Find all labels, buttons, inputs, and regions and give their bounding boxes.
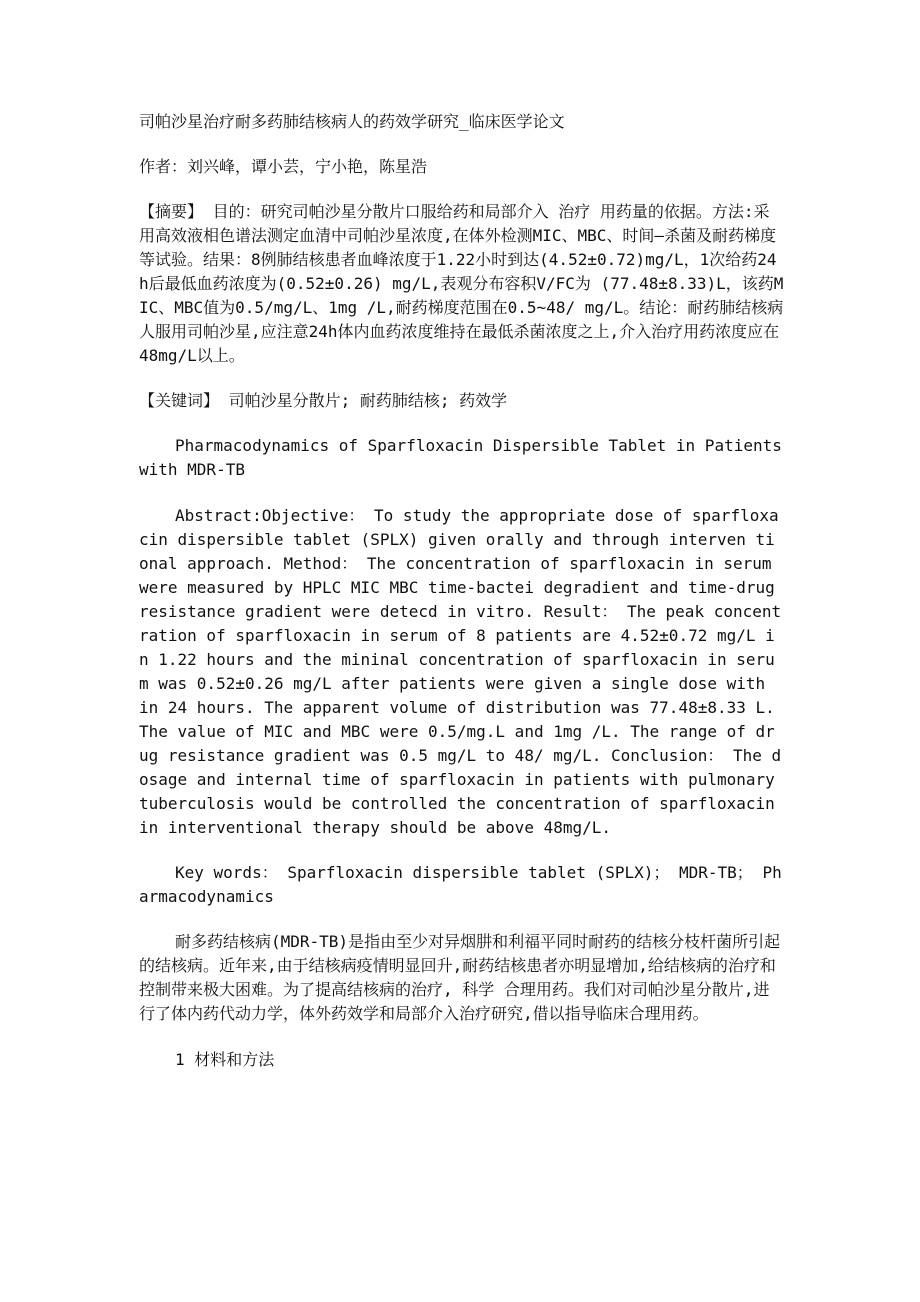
english-abstract: Abstract:Objective： To study the appropriate dose of sparfloxacin dispersible tablet (SPLX) given orally and through interven tional approach. Method： The concentration of sparfloxacin in serum were measured by HPLC MIC MBC time-bactei degradient and time-drug resistance gradient were detecd in vitro. Result： The peak concentration of sparfloxacin in serum of 8 patients are 4.52±0.72 mg/L in 1.22 hours and the mininal concentration of sparfloxacin in serum was 0.52±0.26 mg/L after patients were given a single dose with in 24 hours. The apparent volume of distribution was 77.48±8.33 L. The value of MIC and MBC were 0.5/mg.L and 1mg /L. The range of drug resistance gradient was 0.5 mg/L to 48/ mg/L. Conclusion： The dosage and internal time of sparfloxacin in patients with pulmonary tuberculosis would be controlled the concentration of sparfloxacin in interventional therapy should be above 48mg/L. bbox=[139, 506, 782, 837]
keywords-text: 司帕沙星分散片; 耐药肺结核; 药效学 bbox=[219, 391, 508, 410]
english-title: Pharmacodynamics of Sparfloxacin Dispersible Tablet in Patients with MDR-TB bbox=[139, 436, 782, 479]
keywords-paragraph bbox=[139, 389, 784, 413]
abstract-label: 【摘要】 bbox=[139, 202, 204, 221]
section-heading-materials-methods: 1 材料和方法 bbox=[175, 1050, 275, 1069]
abstract-text: 目的：研究司帕沙星分散片口服给药和局部介入 治疗 用药量的依据。方法:采用高效液相色谱法测定血清中司帕沙星浓度,在体外检测MIC、MBC、时间—杀菌及耐药梯度等试验。结果：8例肺结核患者血峰浓度于1.22小时到达(4.52±0.72)mg/L，1次给药24h后最低血药浓度为(0.52±0.26) mg/L,表观分布容积V/FC为 (77.48±8.33)L，该药MIC、MBC值为0.5/mg/L、1mg /L,耐药梯度范围在0.5~48/ mg/L。结论：耐药肺结核病人服用司帕沙星,应注意24h体内血药浓度维持在最低杀菌浓度之上,介入治疗用药浓度应在48mg/L以上。 bbox=[139, 202, 784, 365]
keywords-label: 【关键词】 bbox=[139, 391, 220, 410]
paper-title: 司帕沙星治疗耐多药肺结核病人的药效学研究_临床医学论文 bbox=[139, 112, 565, 131]
introduction-paragraph: 耐多药结核病(MDR-TB)是指由至少对异烟肼和利福平同时耐药的结核分枝杆菌所引起的结核病。近年来,由于结核病疫情明显回升,耐药结核患者亦明显增加,给结核病的治疗和控制带来极大困难。为了提高结核病的治疗, 科学 合理用药。我们对司帕沙星分散片,进行了体内药代动力学，体外药效学和局部介入治疗研究,借以指导临床合理用药。 bbox=[139, 932, 781, 1023]
english-keywords: Key words： Sparfloxacin dispersible tablet (SPLX)； MDR-TB； Pharmacodynamics bbox=[139, 863, 782, 906]
document-page bbox=[139, 102, 784, 1072]
author-line: 作者：刘兴峰，谭小芸，宁小艳，陈星浩 bbox=[139, 157, 428, 176]
abstract-paragraph bbox=[139, 200, 784, 368]
